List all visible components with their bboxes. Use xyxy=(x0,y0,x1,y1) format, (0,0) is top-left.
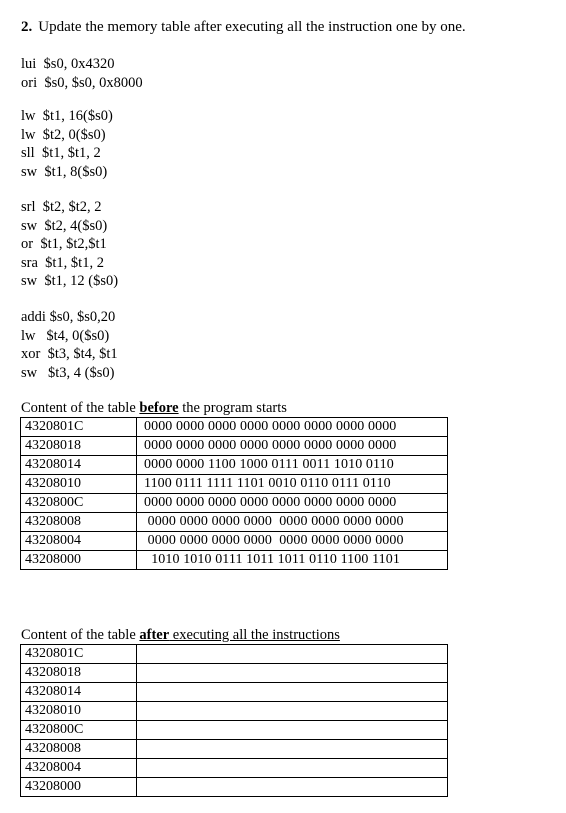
table-row xyxy=(21,456,448,475)
table-row xyxy=(21,778,448,797)
instruction-line: lui $s0, 0x4320 xyxy=(21,56,115,72)
code-block-1 xyxy=(21,55,143,92)
instruction-line: addi $s0, $s0,20 xyxy=(21,309,116,325)
table-row xyxy=(21,494,448,513)
answer-cell[interactable] xyxy=(137,759,448,778)
address-cell: 43208000 xyxy=(21,551,137,570)
before-table-caption: Content of the table before the program starts xyxy=(21,400,287,416)
value-cell: 0000 0000 0000 0000 0000 0000 0000 0000 xyxy=(137,513,448,532)
instruction-line: sra $t1, $t1, 2 xyxy=(21,254,104,271)
answer-cell[interactable] xyxy=(137,702,448,721)
table-row xyxy=(21,513,448,532)
value-cell: 0000 0000 0000 0000 0000 0000 0000 0000 xyxy=(137,437,448,456)
table-row xyxy=(21,551,448,570)
value-cell: 0000 0000 0000 0000 0000 0000 0000 0000 xyxy=(137,494,448,513)
memory-table-after xyxy=(20,644,448,797)
instruction-line: sw $t2, 4($s0) xyxy=(21,217,108,234)
address-cell: 43208010 xyxy=(21,702,137,721)
table-row xyxy=(21,702,448,721)
value-cell: 1010 1010 0111 1011 1011 0110 1100 1101 xyxy=(137,551,448,570)
answer-cell[interactable] xyxy=(137,778,448,797)
address-cell: 43208004 xyxy=(21,759,137,778)
address-cell: 43208018 xyxy=(21,664,137,683)
address-cell: 43208014 xyxy=(21,456,137,475)
address-cell: 43208000 xyxy=(21,778,137,797)
address-cell: 4320801C xyxy=(21,645,137,664)
answer-cell[interactable] xyxy=(137,645,448,664)
address-cell: 4320801C xyxy=(21,418,137,437)
caption-emphasis: before xyxy=(139,400,179,416)
table-row xyxy=(21,721,448,740)
instruction-line: sw $t1, 8($s0) xyxy=(21,163,108,180)
value-cell: 0000 0000 1100 1000 0111 0011 1010 0110 xyxy=(137,456,448,475)
table-row xyxy=(21,437,448,456)
table-row xyxy=(21,740,448,759)
instruction-line: xor $t3, $t4, $t1 xyxy=(21,346,118,362)
address-cell: 43208014 xyxy=(21,683,137,702)
instruction-line: sll $t1, $t1, 2 xyxy=(21,145,101,161)
table-row xyxy=(21,475,448,494)
value-cell: 0000 0000 0000 0000 0000 0000 0000 0000 xyxy=(137,532,448,551)
question-heading xyxy=(21,19,466,36)
table-row xyxy=(21,645,448,664)
instruction-line: sw $t3, 4 ($s0) xyxy=(21,364,115,381)
instruction-line: ori $s0, $s0, 0x8000 xyxy=(21,74,143,91)
instruction-line: sw $t1, 12 ($s0) xyxy=(21,273,119,289)
answer-cell[interactable] xyxy=(137,721,448,740)
instruction-line: lw $t4, 0($s0) xyxy=(21,327,110,344)
question-number: 2. xyxy=(21,19,33,35)
instruction-line: lw $t2, 0($s0) xyxy=(21,126,106,143)
question-text: Update the memory table after executing all the instruction one by one. xyxy=(38,19,466,35)
code-block-2 xyxy=(21,107,113,181)
value-cell: 1100 0111 1111 1101 0010 0110 0111 0110 xyxy=(137,475,448,494)
table-row xyxy=(21,532,448,551)
code-block-4 xyxy=(21,308,118,382)
table-row xyxy=(21,759,448,778)
table-row xyxy=(21,664,448,683)
answer-cell[interactable] xyxy=(137,740,448,759)
answer-cell[interactable] xyxy=(137,683,448,702)
address-cell: 43208008 xyxy=(21,513,137,532)
after-table-caption: Content of the table after executing all the instructions xyxy=(21,627,340,643)
address-cell: 43208010 xyxy=(21,475,137,494)
table-row xyxy=(21,683,448,702)
address-cell: 43208008 xyxy=(21,740,137,759)
instruction-line: lw $t1, 16($s0) xyxy=(21,108,113,124)
address-cell: 4320800C xyxy=(21,721,137,740)
instruction-line: or $t1, $t2,$t1 xyxy=(21,236,107,252)
answer-cell[interactable] xyxy=(137,664,448,683)
address-cell: 4320800C xyxy=(21,494,137,513)
memory-table-before xyxy=(20,417,448,570)
instruction-line: srl $t2, $t2, 2 xyxy=(21,199,102,215)
code-block-3 xyxy=(21,198,118,291)
table-row xyxy=(21,418,448,437)
address-cell: 43208004 xyxy=(21,532,137,551)
value-cell: 0000 0000 0000 0000 0000 0000 0000 0000 xyxy=(137,418,448,437)
address-cell: 43208018 xyxy=(21,437,137,456)
caption-emphasis: after xyxy=(139,627,170,643)
